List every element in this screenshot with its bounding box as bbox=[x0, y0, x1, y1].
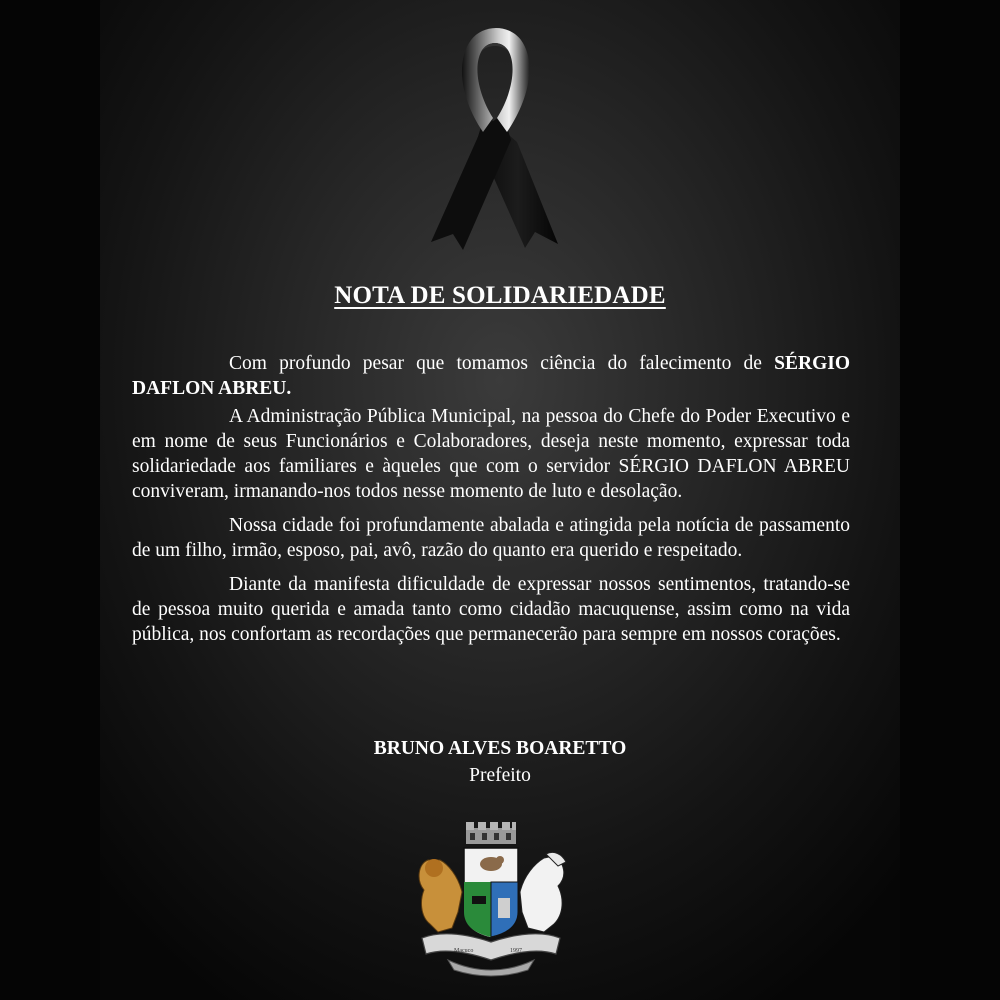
crest-motto-right: 1997 bbox=[510, 948, 522, 954]
left-border bbox=[0, 0, 100, 1000]
paragraph-4: Diante da manifesta dificuldade de expressar nossos sentimentos, tratando-se de pessoa muito querida e amada tanto como cidadão macuquense, assim como na vida pública, nos confortam as recordações que permanecerão para sempre em nossos corações. bbox=[132, 574, 850, 645]
note-title: NOTA DE SOLIDARIEDADE bbox=[334, 282, 666, 309]
signatory-role: Prefeito bbox=[469, 765, 531, 786]
crown-icon bbox=[466, 822, 516, 844]
deceased-name: SÉRGIO DAFLON ABREU. bbox=[132, 353, 850, 399]
shield-icon bbox=[464, 848, 518, 938]
paragraph-1 bbox=[132, 351, 850, 401]
paragraph-3: Nossa cidade foi profundamente abalada e atingida pela notícia de passamento de um filho, irmão, esposo, pai, avô, razão do quanto era querido e respeitado. bbox=[132, 515, 850, 561]
coat-of-arms-logo bbox=[408, 820, 574, 980]
black-ribbon-icon bbox=[425, 22, 565, 254]
paragraph-2: A Administração Pública Municipal, na pessoa do Chefe do Poder Executivo e em nome de seus Funcionários e Colaboradores, deseja neste momento, expressar toda solidariedade aos familiares e àqueles que com o servidor SÉRGIO DAFLON ABREU conviveram, irmanando-nos todos nesse momento de luto e desolação. bbox=[132, 406, 850, 502]
note-body bbox=[132, 351, 850, 656]
signatory-name: BRUNO ALVES BOARETTO bbox=[373, 738, 627, 759]
signature-block bbox=[0, 736, 1000, 790]
paragraph-1-text: Com profundo pesar que tomamos ciência do falecimento de bbox=[229, 353, 775, 374]
horse-icon bbox=[520, 856, 564, 932]
right-border bbox=[900, 0, 1000, 1000]
crest-motto-left: Macuco bbox=[454, 948, 474, 954]
